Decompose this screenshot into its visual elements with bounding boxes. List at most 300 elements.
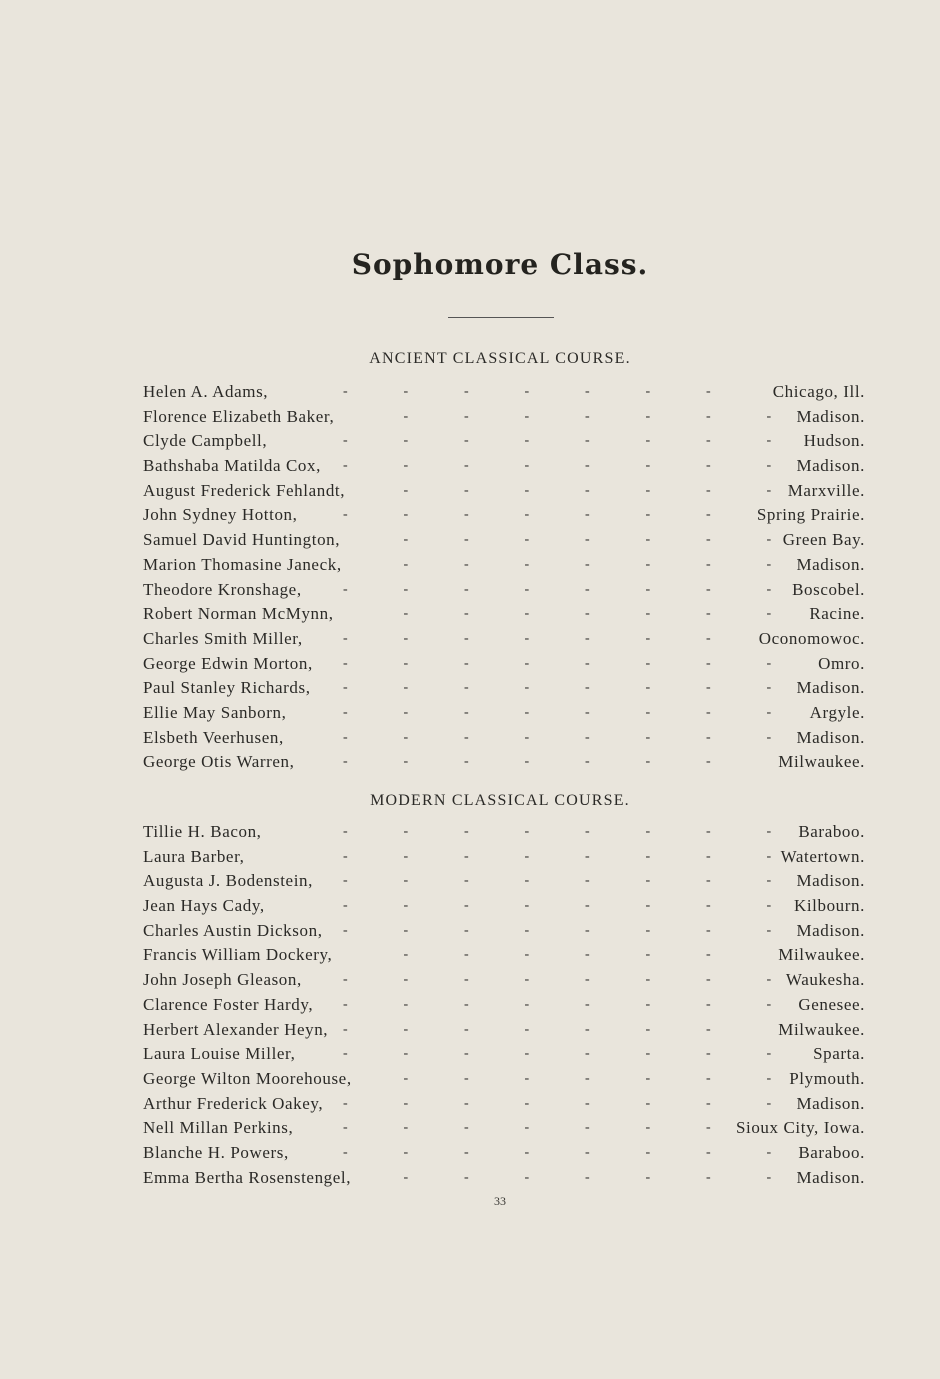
leader-dash: - <box>706 532 712 548</box>
hometown: Madison. <box>792 1166 865 1191</box>
leader-dash: - <box>645 482 651 498</box>
leader-dash: - <box>585 482 591 498</box>
leader-dash: - <box>645 754 651 770</box>
leader-dash: - <box>585 754 591 770</box>
student-name: August Frederick Fehlandt, <box>143 480 346 500</box>
leader-dash: - <box>766 482 772 498</box>
leader-dash: - <box>464 680 470 696</box>
leader-dash: - <box>585 1070 591 1086</box>
leader-dash: - <box>403 606 409 622</box>
leader-dash: - <box>585 655 591 671</box>
hometown: Waukesha. <box>782 968 865 993</box>
leader-dash: - <box>403 556 409 572</box>
leader-dash: - <box>585 848 591 864</box>
hometown: Madison. <box>792 869 865 894</box>
leader-dash: - <box>403 507 409 523</box>
leader-dash: - <box>645 1169 651 1185</box>
hometown: Madison. <box>792 454 865 479</box>
leader-dash: - <box>403 729 409 745</box>
student-name: Marion Thomasine Janeck, <box>143 554 342 574</box>
leader-dash: - <box>343 384 349 399</box>
list-item <box>143 1166 865 1191</box>
hometown: Green Bay. <box>779 528 865 553</box>
leader-dash: - <box>706 630 712 646</box>
hometown: Milwaukee. <box>774 943 865 968</box>
leader-dash: - <box>403 433 409 449</box>
hometown: Madison. <box>792 726 865 751</box>
leader-dash: - <box>403 754 409 770</box>
leader-dash: - <box>645 532 651 548</box>
list-item <box>143 578 865 603</box>
leader-dash: - <box>403 1120 409 1136</box>
student-name: Arthur Frederick Oakey, <box>143 1093 324 1113</box>
leader-dash: - <box>464 408 470 424</box>
leader-dash: - <box>343 898 349 914</box>
leader-dash: - <box>524 1046 530 1062</box>
leader-dash: - <box>645 680 651 696</box>
leader-dash: - <box>645 655 651 671</box>
leader-dash: - <box>645 606 651 622</box>
hometown: Kilbourn. <box>790 894 865 919</box>
leader-dash: - <box>766 1144 772 1160</box>
list-item <box>143 405 865 430</box>
leader-dash: - <box>766 898 772 914</box>
leader-dash: - <box>403 704 409 720</box>
title-rule <box>448 317 554 318</box>
leader-dash: - <box>706 1070 712 1086</box>
leader-dash: - <box>766 680 772 696</box>
leader-dash: - <box>585 606 591 622</box>
hometown: Madison. <box>792 1092 865 1117</box>
leader-dash: - <box>766 1070 772 1086</box>
student-name: George Otis Warren, <box>143 752 295 772</box>
leader-dash: - <box>464 898 470 914</box>
leader-dash: - <box>766 1169 772 1185</box>
leader-dash: - <box>403 996 409 1012</box>
leader-dash: - <box>706 1144 712 1160</box>
student-name: Bathshaba Matilda Cox, <box>143 456 321 476</box>
hometown: Spring Prairie. <box>753 503 865 528</box>
list-item <box>143 429 865 454</box>
leader-dash: - <box>524 556 530 572</box>
leader-dash: - <box>585 630 591 646</box>
list-item <box>143 602 865 627</box>
hometown: Milwaukee. <box>774 750 865 775</box>
leader-dash: - <box>645 408 651 424</box>
leader-dash: - <box>343 824 349 839</box>
student-name: Francis William Dockery, <box>143 945 333 965</box>
list-item <box>143 919 865 944</box>
leader-dash: - <box>645 848 651 864</box>
leader-dash: - <box>645 507 651 523</box>
leader-dash: - <box>403 408 409 424</box>
leader-dash: - <box>645 1046 651 1062</box>
leader-dash: - <box>343 704 349 720</box>
leader-dash: - <box>343 996 349 1012</box>
leader-dash: - <box>403 458 409 474</box>
leader-dash: - <box>524 1169 530 1185</box>
leader-dash: - <box>464 947 470 963</box>
leader-dash: - <box>585 898 591 914</box>
leader-dash: - <box>585 1144 591 1160</box>
leader-dash: - <box>524 581 530 597</box>
leader-dash: - <box>524 1120 530 1136</box>
leader-dash: - <box>343 1120 349 1136</box>
leader-dash: - <box>645 972 651 988</box>
leader-dash: - <box>585 1120 591 1136</box>
section-heading-ancient: ANCIENT CLASSICAL COURSE. <box>369 350 631 367</box>
leader-dash: - <box>706 482 712 498</box>
leader-dash: - <box>343 1046 349 1062</box>
leader-dash: - <box>464 1021 470 1037</box>
leader-dash: - <box>645 1120 651 1136</box>
modern-course-list <box>143 820 865 1190</box>
leader-dash: - <box>464 922 470 938</box>
leader-dash: - <box>585 408 591 424</box>
leader-dash: - <box>706 1169 712 1185</box>
hometown: Madison. <box>792 676 865 701</box>
student-name: Clarence Foster Hardy, <box>143 994 314 1014</box>
hometown: Baraboo. <box>794 820 865 845</box>
leader-dash: - <box>585 873 591 889</box>
leader-dash: - <box>343 1144 349 1160</box>
student-name: Emma Bertha Rosenstengel, <box>143 1167 352 1187</box>
list-item <box>143 1092 865 1117</box>
list-item <box>143 652 865 677</box>
hometown: Milwaukee. <box>774 1018 865 1043</box>
leader-dash: - <box>343 1021 349 1037</box>
leader-dash: - <box>403 655 409 671</box>
leader-dash: - <box>343 848 349 864</box>
leader-dash: - <box>464 873 470 889</box>
leader-dash: - <box>464 1120 470 1136</box>
leader-dash: - <box>343 922 349 938</box>
leader-dash: - <box>524 680 530 696</box>
leader-dash: - <box>585 704 591 720</box>
leader-dash: - <box>645 1070 651 1086</box>
leader-dash: - <box>706 947 712 963</box>
list-item <box>143 701 865 726</box>
leader-dash: - <box>524 384 530 399</box>
leader-dash: - <box>706 922 712 938</box>
student-name: Augusta J. Bodenstein, <box>143 871 313 891</box>
student-name: George Edwin Morton, <box>143 653 313 673</box>
leader-dash: - <box>585 972 591 988</box>
leader-dash: - <box>403 1144 409 1160</box>
leader-dash: - <box>706 729 712 745</box>
leader-dash: - <box>645 556 651 572</box>
leader-dash: - <box>464 996 470 1012</box>
list-item <box>143 943 865 968</box>
leader-dash: - <box>464 754 470 770</box>
list-item <box>143 1067 865 1092</box>
leader-dash: - <box>706 1120 712 1136</box>
leader-dash: - <box>464 482 470 498</box>
leader-dash: - <box>585 507 591 523</box>
leader-dash: - <box>524 898 530 914</box>
leader-dash: - <box>645 1095 651 1111</box>
leader-dash: - <box>524 922 530 938</box>
leader-dash: - <box>706 848 712 864</box>
list-item <box>143 894 865 919</box>
leader-dash: - <box>343 1095 349 1111</box>
leader-dash: - <box>706 680 712 696</box>
list-item <box>143 993 865 1018</box>
list-item <box>143 1116 865 1141</box>
leader-dash: - <box>645 384 651 399</box>
leader-dash: - <box>766 996 772 1012</box>
page-number: 33 <box>494 1194 506 1208</box>
leader-dash: - <box>524 1021 530 1037</box>
student-name: Paul Stanley Richards, <box>143 678 311 698</box>
hometown: Marxville. <box>784 479 865 504</box>
leader-dash: - <box>524 873 530 889</box>
section-heading-modern: MODERN CLASSICAL COURSE. <box>370 792 630 809</box>
leader-dash: - <box>524 972 530 988</box>
leader-dash: - <box>524 704 530 720</box>
leader-dash: - <box>343 433 349 449</box>
leader-dash: - <box>706 655 712 671</box>
leader-dash: - <box>403 824 409 839</box>
list-item <box>143 528 865 553</box>
leader-dash: - <box>766 729 772 745</box>
leader-dash: - <box>403 1070 409 1086</box>
leader-dash: - <box>706 408 712 424</box>
student-name: Nell Millan Perkins, <box>143 1118 294 1138</box>
leader-dash: - <box>403 873 409 889</box>
leader-dash: - <box>403 482 409 498</box>
student-name: Jean Hays Cady, <box>143 896 265 916</box>
student-name: Elsbeth Veerhusen, <box>143 727 284 747</box>
list-item <box>143 845 865 870</box>
list-item <box>143 968 865 993</box>
list-item <box>143 503 865 528</box>
leader-dash: - <box>464 433 470 449</box>
leader-dash: - <box>585 824 591 839</box>
leader-dash: - <box>706 898 712 914</box>
leader-dash: - <box>645 922 651 938</box>
leader-dash: - <box>464 1169 470 1185</box>
student-name: Helen A. Adams, <box>143 382 269 401</box>
leader-dash: - <box>464 848 470 864</box>
leader-dash: - <box>585 680 591 696</box>
student-name: George Wilton Moorehouse, <box>143 1068 352 1088</box>
leader-dash: - <box>645 996 651 1012</box>
leader-dash: - <box>403 848 409 864</box>
leader-dash: - <box>464 532 470 548</box>
leader-dash: - <box>766 532 772 548</box>
leader-dash: - <box>343 507 349 523</box>
ancient-course-list <box>143 380 865 775</box>
leader-dash: - <box>464 1046 470 1062</box>
leader-dash: - <box>524 433 530 449</box>
leader-dash: - <box>343 873 349 889</box>
leader-dash: - <box>766 873 772 889</box>
leader-dash: - <box>524 532 530 548</box>
leader-dash: - <box>524 729 530 745</box>
leader-dash: - <box>706 433 712 449</box>
list-item <box>143 726 865 751</box>
leader-dash: - <box>524 507 530 523</box>
leader-dash: - <box>585 1046 591 1062</box>
student-name: Samuel David Huntington, <box>143 530 341 550</box>
leader-dash: - <box>585 996 591 1012</box>
student-name: Laura Barber, <box>143 846 245 866</box>
hometown: Sioux City, Iowa. <box>732 1116 865 1141</box>
leader-dash: - <box>706 606 712 622</box>
leader-dash: - <box>403 972 409 988</box>
leader-dash: - <box>464 606 470 622</box>
list-item <box>143 553 865 578</box>
list-item <box>143 750 865 775</box>
list-item <box>143 869 865 894</box>
leader-dash: - <box>343 581 349 597</box>
list-item <box>143 380 865 405</box>
leader-dash: - <box>403 1169 409 1185</box>
leader-dash: - <box>464 1095 470 1111</box>
leader-dash: - <box>645 581 651 597</box>
leader-dash: - <box>403 1021 409 1037</box>
leader-dash: - <box>343 754 349 770</box>
leader-dash: - <box>524 606 530 622</box>
hometown: Plymouth. <box>785 1067 865 1092</box>
leader-dash: - <box>464 384 470 399</box>
student-name: Laura Louise Miller, <box>143 1044 296 1064</box>
list-item <box>143 1042 865 1067</box>
leader-dash: - <box>766 433 772 449</box>
list-item <box>143 820 865 845</box>
leader-dash: - <box>524 1070 530 1086</box>
leader-dash: - <box>645 433 651 449</box>
leader-dash: - <box>464 655 470 671</box>
leader-dash: - <box>766 922 772 938</box>
list-item <box>143 479 865 504</box>
leader-dash: - <box>706 1046 712 1062</box>
leader-dash: - <box>645 824 651 839</box>
student-name: Charles Austin Dickson, <box>143 920 323 940</box>
leader-dash: - <box>464 1070 470 1086</box>
leader-dash: - <box>464 729 470 745</box>
leader-dash: - <box>645 947 651 963</box>
leader-dash: - <box>403 581 409 597</box>
leader-dash: - <box>524 824 530 839</box>
leader-dash: - <box>524 996 530 1012</box>
hometown: Madison. <box>792 405 865 430</box>
student-name: John Joseph Gleason, <box>143 970 302 990</box>
leader-dash: - <box>524 848 530 864</box>
page-title: Sophomore Class. <box>351 248 649 281</box>
hometown: Argyle. <box>806 701 865 726</box>
leader-dash: - <box>766 848 772 864</box>
leader-dash: - <box>645 1021 651 1037</box>
leader-dash: - <box>524 630 530 646</box>
leader-dash: - <box>706 458 712 474</box>
leader-dash: - <box>585 433 591 449</box>
leader-dash: - <box>403 630 409 646</box>
leader-dash: - <box>403 947 409 963</box>
leader-dash: - <box>343 655 349 671</box>
leader-dash: - <box>706 972 712 988</box>
hometown: Madison. <box>792 553 865 578</box>
hometown: Hudson. <box>800 429 865 454</box>
student-name: Blanche H. Powers, <box>143 1142 289 1162</box>
leader-dash: - <box>403 532 409 548</box>
leader-dash: - <box>464 458 470 474</box>
leader-dash: - <box>585 1095 591 1111</box>
leader-dash: - <box>706 824 712 839</box>
leader-dash: - <box>343 729 349 745</box>
leader-dash: - <box>645 458 651 474</box>
leader-dash: - <box>464 581 470 597</box>
leader-dash: - <box>645 704 651 720</box>
leader-dash: - <box>403 1046 409 1062</box>
leader-dash: - <box>706 1021 712 1037</box>
leader-dash: - <box>464 1144 470 1160</box>
student-name: Robert Norman McMynn, <box>143 604 334 624</box>
leader-dash: - <box>524 408 530 424</box>
student-name: John Sydney Hotton, <box>143 505 298 525</box>
leader-dash: - <box>343 972 349 988</box>
leader-dash: - <box>766 704 772 720</box>
leader-dash: - <box>343 680 349 696</box>
leader-dash: - <box>403 898 409 914</box>
leader-dashes <box>143 845 865 870</box>
leader-dash: - <box>524 482 530 498</box>
leader-dash: - <box>766 606 772 622</box>
leader-dash: - <box>524 947 530 963</box>
hometown: Sparta. <box>809 1042 865 1067</box>
leader-dash: - <box>524 1144 530 1160</box>
hometown: Madison. <box>792 919 865 944</box>
leader-dash: - <box>766 824 772 839</box>
leader-dash: - <box>766 408 772 424</box>
leader-dash: - <box>403 922 409 938</box>
leader-dash: - <box>766 1095 772 1111</box>
leader-dash: - <box>585 556 591 572</box>
hometown: Oconomowoc. <box>755 627 865 652</box>
leader-dash: - <box>464 824 470 839</box>
student-name: Charles Smith Miller, <box>143 628 303 648</box>
leader-dash: - <box>645 1144 651 1160</box>
hometown: Boscobel. <box>788 578 865 603</box>
leader-dash: - <box>585 729 591 745</box>
hometown: Genesee. <box>794 993 865 1018</box>
leader-dash: - <box>706 384 712 399</box>
list-item <box>143 627 865 652</box>
leader-dash: - <box>766 458 772 474</box>
leader-dash: - <box>706 754 712 770</box>
leader-dash: - <box>585 458 591 474</box>
leader-dash: - <box>645 729 651 745</box>
leader-dash: - <box>706 704 712 720</box>
leader-dash: - <box>766 556 772 572</box>
leader-dash: - <box>524 458 530 474</box>
hometown: Omro. <box>814 652 865 677</box>
leader-dash: - <box>403 680 409 696</box>
list-item <box>143 454 865 479</box>
leader-dash: - <box>706 996 712 1012</box>
leader-dash: - <box>585 581 591 597</box>
leader-dash: - <box>706 1095 712 1111</box>
leader-dash: - <box>585 947 591 963</box>
list-item <box>143 1018 865 1043</box>
leader-dash: - <box>645 630 651 646</box>
leader-dash: - <box>766 1046 772 1062</box>
leader-dash: - <box>585 1169 591 1185</box>
leader-dash: - <box>343 458 349 474</box>
student-name: Florence Elizabeth Baker, <box>143 406 335 426</box>
leader-dash: - <box>343 630 349 646</box>
